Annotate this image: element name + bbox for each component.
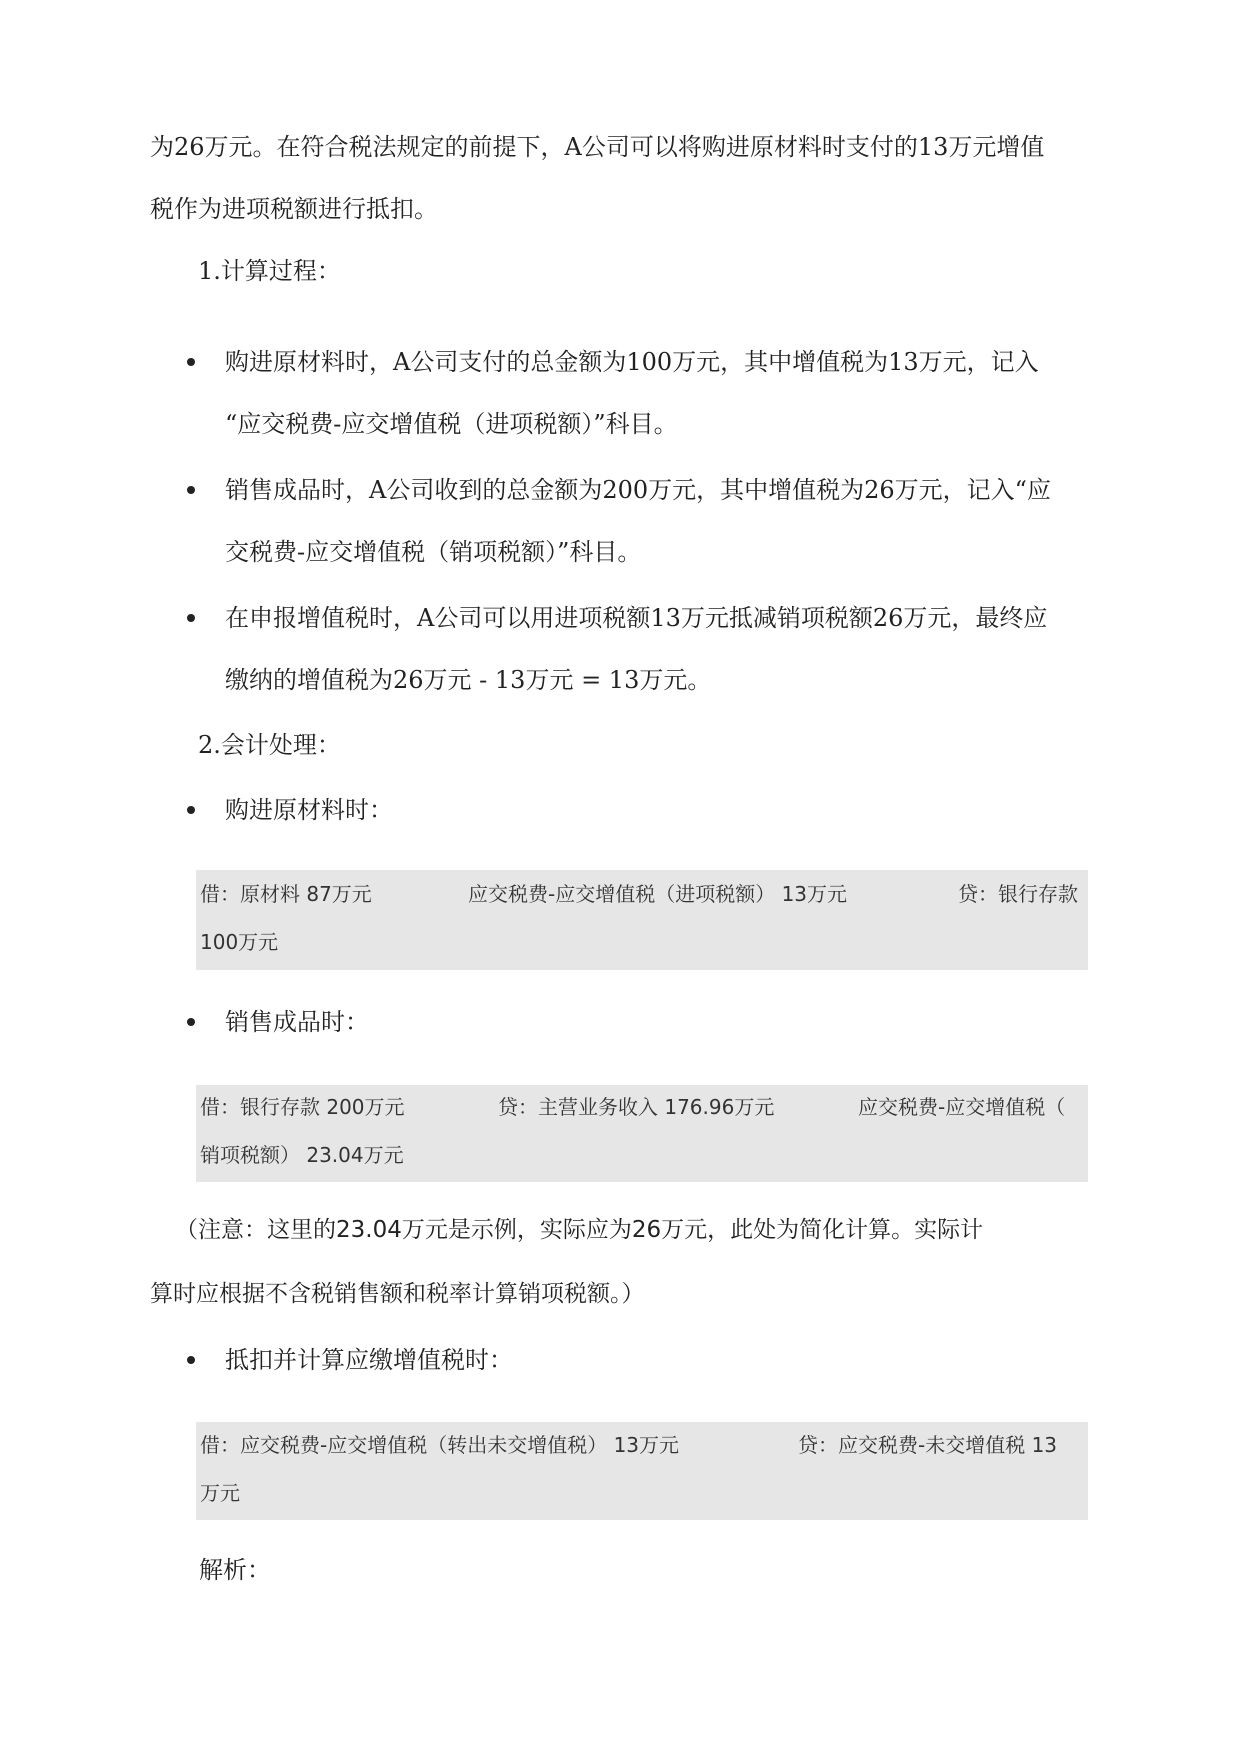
entry-credit-output-vat: 应交税费-应交增值税（: [858, 1095, 1066, 1119]
heading-accounting: 2.会计处理：: [198, 731, 341, 759]
journal-entry-sales: [196, 1085, 1088, 1182]
bullet3-line2: 缴纳的增值税为26万元 - 13万元 = 13万元。: [225, 666, 712, 694]
bullet1-line1: 购进原材料时，A公司支付的总金额为100万元，其中增值税为13万元，记入: [225, 348, 1039, 376]
entry-output-vat-amount: 销项税额） 23.04万元: [200, 1143, 404, 1167]
bullet-dot: [187, 806, 195, 814]
bullet-dot: [187, 1356, 195, 1364]
entry-credit-revenue: 贷：主营业务收入 176.96万元: [498, 1095, 775, 1119]
entry-credit-unpaid-vat: 贷：应交税费-未交增值税 13: [798, 1433, 1058, 1457]
paragraph-intro-line1: 为26万元。在符合税法规定的前提下，A公司可以将购进原材料时支付的13万元增值: [150, 133, 1045, 161]
entry-credit-bank: 贷：银行存款: [958, 882, 1078, 906]
bullet-dot: [187, 1018, 195, 1026]
bullet1-line2: “应交税费-应交增值税（进项税额）”科目。: [225, 410, 678, 438]
bullet5-text: 销售成品时：: [225, 1008, 369, 1036]
bullet2-line2: 交税费-应交增值税（销项税额）”科目。: [225, 538, 642, 566]
bullet-dot: [187, 486, 195, 494]
entry-debit-input-vat: 应交税费-应交增值税（进项税额） 13万元: [468, 882, 848, 906]
note-line1: （注意：这里的23.04万元是示例，实际应为26万元，此处为简化计算。实际计: [175, 1217, 984, 1243]
journal-entry-deduction: [196, 1422, 1088, 1520]
entry-debit-transfer-vat: 借：应交税费-应交增值税（转出未交增值税） 13万元: [200, 1433, 680, 1457]
paragraph-intro-line2: 税作为进项税额进行抵扣。: [150, 195, 438, 223]
note-line2: 算时应根据不含税销售额和税率计算销项税额。）: [150, 1281, 645, 1307]
entry-credit-bank-amount: 100万元: [200, 930, 279, 954]
bullet2-line1: 销售成品时，A公司收到的总金额为200万元，其中增值税为26万元，记入“应: [225, 476, 1051, 504]
bullet3-line1: 在申报增值税时，A公司可以用进项税额13万元抵减销项税额26万元，最终应: [225, 604, 1048, 632]
heading-calculation: 1.计算过程：: [198, 257, 341, 285]
journal-entry-purchase: [196, 870, 1088, 970]
entry-debit-bank: 借：银行存款 200万元: [200, 1095, 405, 1119]
entry-debit-materials: 借：原材料 87万元: [200, 882, 372, 906]
analysis-label: 解析：: [199, 1556, 271, 1584]
bullet-dot: [187, 358, 195, 366]
bullet-dot: [187, 614, 195, 622]
bullet4-text: 购进原材料时：: [225, 796, 393, 824]
entry-credit-unpaid-vat-unit: 万元: [200, 1481, 240, 1505]
bullet6-text: 抵扣并计算应缴增值税时：: [225, 1346, 513, 1374]
